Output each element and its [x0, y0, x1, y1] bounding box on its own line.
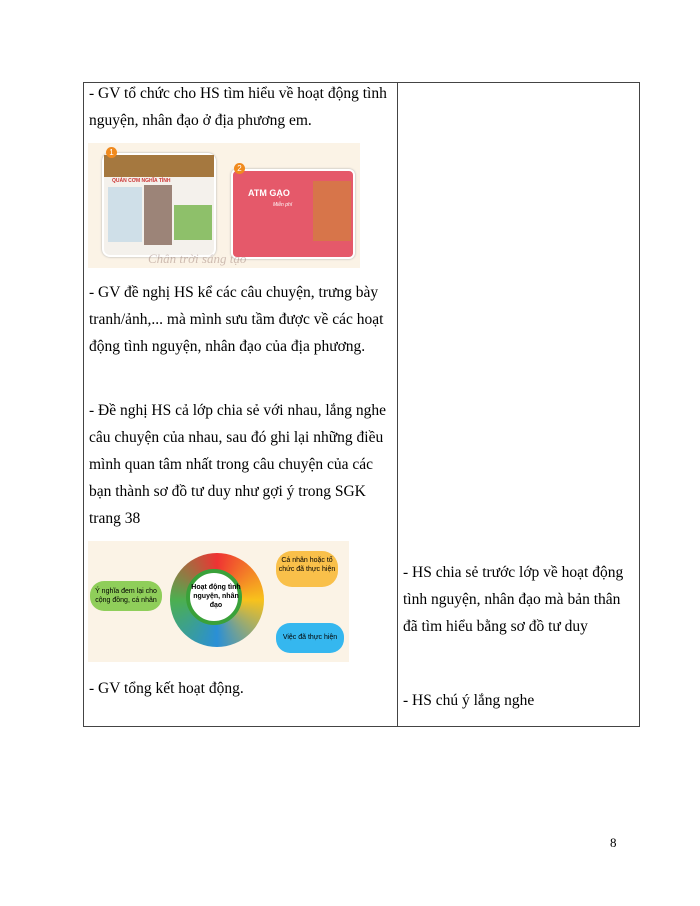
center-node: Hoạt động tình nguyện, nhân đạo: [191, 584, 241, 609]
sign-subtext-2: Miễn phí: [273, 202, 293, 208]
column-divider: [397, 82, 398, 727]
illustration-volunteer-activities: [88, 143, 360, 268]
watermark: Chân trời sáng tạo: [148, 251, 247, 266]
sign-text-1: QUÁN CƠM NGHĨA TÌNH: [112, 178, 171, 184]
student-response-2: - HS chú ý lắng nghe: [403, 692, 535, 709]
node-what: Việc đã thực hiện: [276, 623, 344, 653]
student-response-1: - HS chia sẻ trước lớp về hoạt động tình nguyện, nhân đạo mà bản thân đã tìm hiểu bằng sơ đồ tư duy: [403, 564, 624, 635]
sign-text-2: ATM GẠO: [248, 188, 290, 198]
page-number: 8: [610, 835, 617, 850]
teacher-step-3: - Đề nghị HS cả lớp chia sẻ với nhau, lắng nghe câu chuyện của nhau, sau đó ghi lại những điều mình quan tâm nhất trong câu chuyện của các bạn thành sơ đồ tư duy như gợi ý trong SGK trang 38: [89, 402, 387, 527]
teacher-step-1: - GV tổ chức cho HS tìm hiểu về hoạt động tình nguyện, nhân đạo ở địa phương em.: [89, 85, 387, 129]
badge-1: 1: [106, 147, 117, 158]
scene-1: [102, 153, 216, 257]
scene-2: [231, 169, 355, 259]
node-meaning: Ý nghĩa đem lại cho cộng đồng, cá nhân: [90, 581, 162, 611]
badge-2: 2: [234, 163, 245, 174]
teacher-step-4: - GV tổng kết hoạt động.: [89, 680, 244, 697]
mind-map-illustration: [88, 541, 349, 662]
node-who: Cá nhân hoặc tổ chức đã thực hiện: [276, 551, 338, 587]
teacher-step-2: - GV đề nghị HS kể các câu chuyện, trưng bày tranh/ảnh,... mà mình sưu tầm được về các hoạt động tình nguyện, nhân đạo của địa phương.: [89, 284, 384, 355]
